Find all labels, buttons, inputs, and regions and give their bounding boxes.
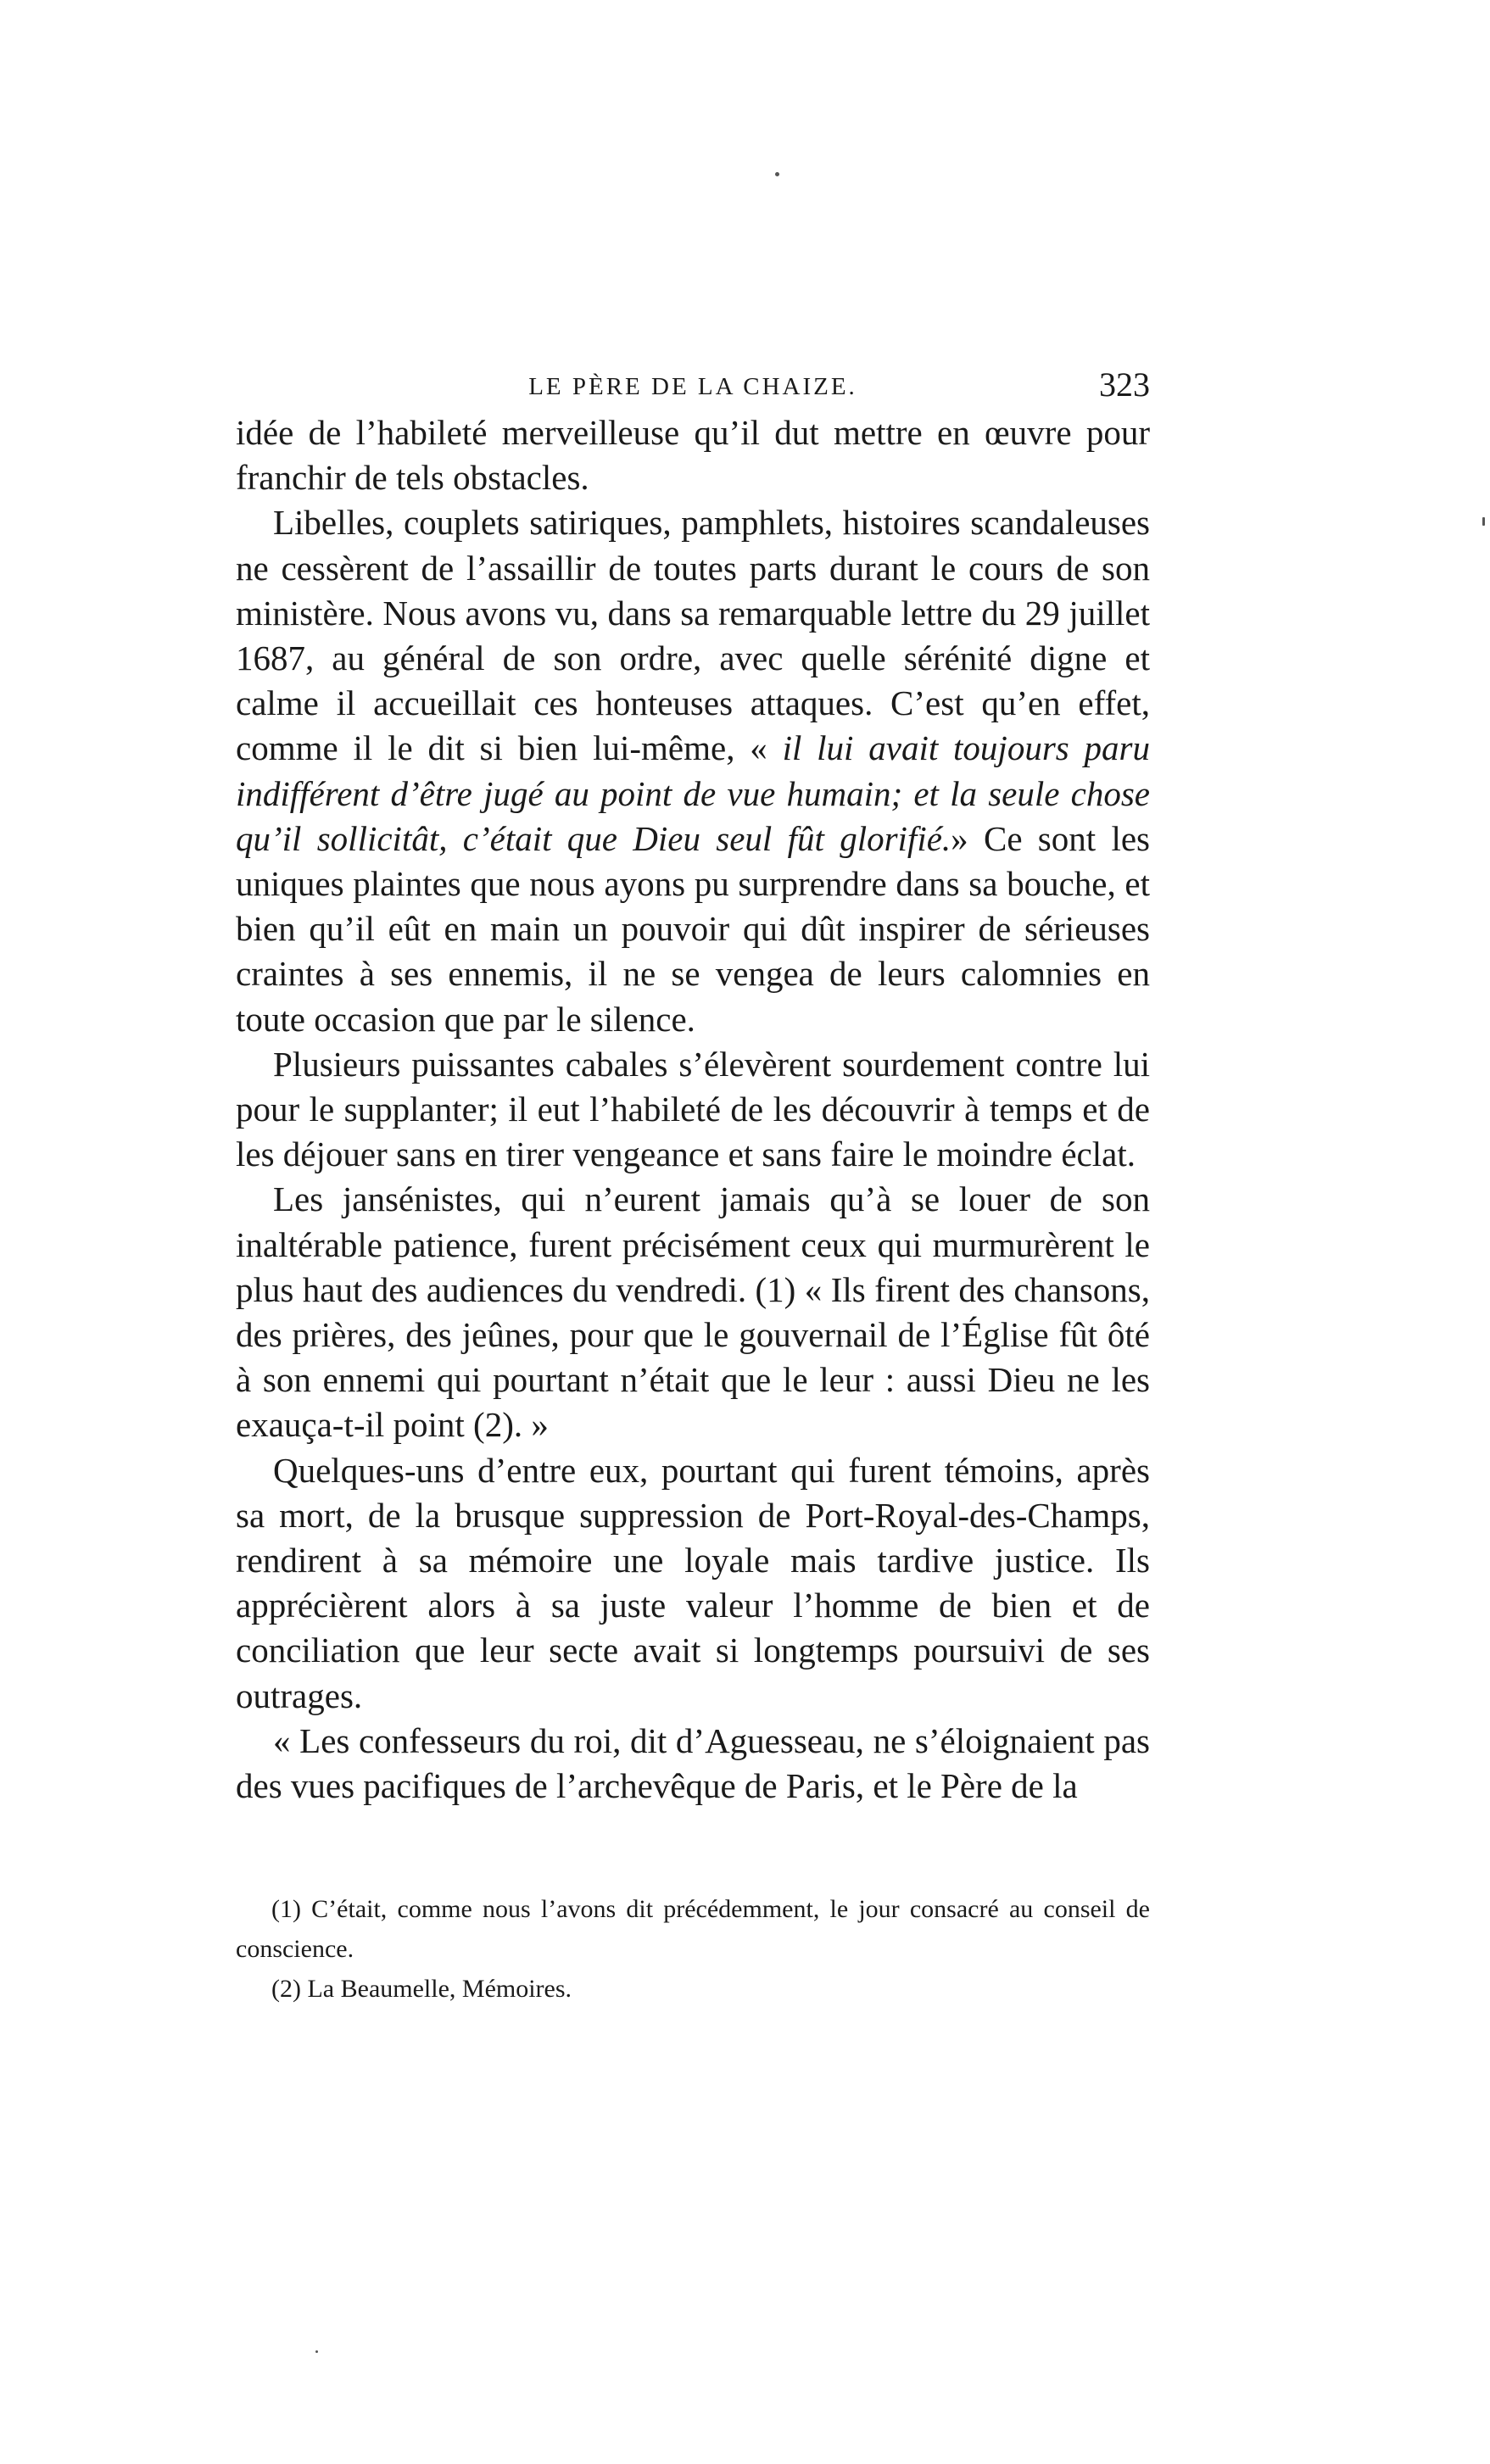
paragraph	[236, 410, 1150, 500]
scan-speck	[1482, 517, 1485, 526]
text-run: Les jansénistes, qui n’eurent jamais qu’à se louer de son inaltérable patience, furent précisément ceux qui murmurèrent le plus haut des audiences du vendredi. (1) « Ils firent des chansons, des prières, des jeûnes, pour que le gouvernail de l’Église fût ôté à son ennemi qui pourtant n’était que le leur : aussi Dieu ne les exauça-t-il point (2). »	[236, 1179, 1150, 1445]
text-run: idée de l’habileté merveilleuse qu’il dut mettre en œuvre pour franchir de tels obstacles.	[236, 413, 1150, 498]
italic-quote: il lui avait toujours paru indifférent d’être jugé au point de vue humain; et la seule chose qu’il sollicitât, c’était que Dieu seul fût glorifié.	[236, 728, 1150, 858]
paragraph	[236, 1177, 1150, 1447]
paragraph	[236, 500, 1150, 1041]
scan-speck	[775, 172, 779, 176]
paragraph	[236, 1719, 1150, 1809]
footnote-1: (1) C’était, comme nous l’avons dit précédemment, le jour consacré au conseil de conscience.	[236, 1895, 1150, 1963]
text-run: Libelles, couplets satiriques, pamphlets, histoires scandaleuses ne cessèrent de l’assaillir de toutes parts durant le cours de son ministère. Nous avons vu, dans sa remarquable lettre du 29 juillet 1687, au général de son ordre, avec quelle sérénité digne et calme il accueillait ces honteuses attaques. C’est qu’en effet, comme il le dit si bien lui-même, «	[236, 503, 1150, 768]
scan-speck	[315, 2350, 318, 2353]
running-title: LE PÈRE DE LA CHAIZE.	[528, 373, 857, 400]
text-run: « Les confesseurs du roi, dit d’Aguesseau, ne s’éloignaient pas des vues pacifiques de l’archevêque de Paris, et le Père de la	[236, 1720, 1150, 1806]
running-head	[236, 365, 1150, 415]
page-number: 323	[1099, 365, 1150, 404]
text-run: Plusieurs puissantes cabales s’élevèrent sourdement contre lui pour le supplanter; il eut l’habileté de les découvrir à temps et de les déjouer sans en tirer vengeance et sans faire le moindre éclat.	[236, 1044, 1150, 1174]
footnotes	[236, 1889, 1150, 2009]
paragraph	[236, 1448, 1150, 1719]
body-text	[236, 410, 1150, 1809]
footnote-2: (2) La Beaumelle, Mémoires.	[271, 1975, 572, 2003]
text-run: Quelques-uns d’entre eux, pourtant qui furent témoins, après sa mort, de la brusque suppression de Port-Royal-des-Champs, rendirent à sa mémoire une loyale mais tardive justice. Ils apprécièrent alors à sa juste valeur l’homme de bien et de conciliation que leur secte avait si longtemps poursuivi de ses outrages.	[236, 1450, 1150, 1715]
text-run: » Ce sont les uniques plaintes que nous ayons pu surprendre dans sa bouche, et bien qu’il eût en main un pouvoir qui dût inspirer de sérieuses craintes à ses ennemis, il ne se vengea de leurs calomnies en toute occasion que par le silence.	[236, 818, 1150, 1039]
paragraph	[236, 1042, 1150, 1178]
